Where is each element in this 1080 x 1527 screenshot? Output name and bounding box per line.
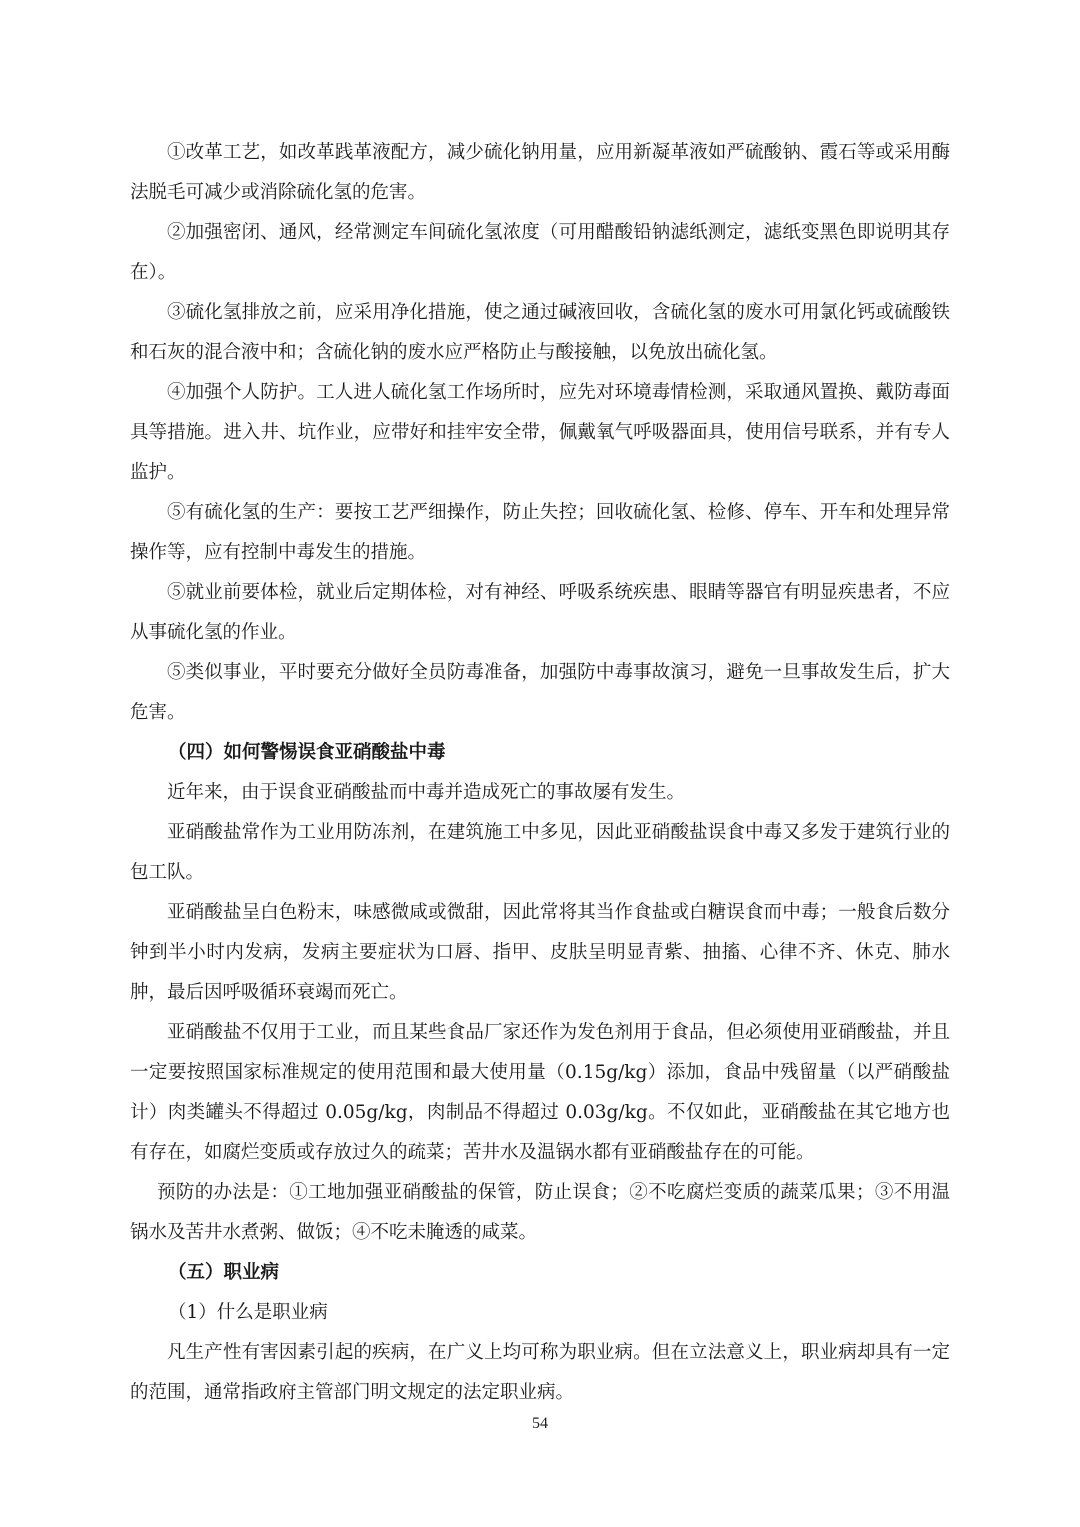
paragraph-item-2: ②加强密闭、通风，经常测定车间硫化氢浓度（可用醋酸铅钠滤纸测定，滤纸变黑色即说明其存在）。 xyxy=(130,222,950,283)
paragraph-item-6: ⑤就业前要体检，就业后定期体检，对有神经、呼吸系统疾患、眼睛等器官有明显疾患者，不应从事硫化氢的作业。 xyxy=(130,582,950,643)
prevention-paragraph: 预防的办法是：①工地加强亚硝酸盐的保管，防止误食；②不吃腐烂变质的蔬菜瓜果；③不用温锅水及苦井水煮粥、做饭；④不吃未腌透的咸菜。 xyxy=(130,1182,950,1243)
paragraph-item-5: ⑤有硫化氢的生产：要按工艺严细操作，防止失控；回收硫化氢、检修、停车、开车和处理异常操作等，应有控制中毒发生的措施。 xyxy=(130,502,950,563)
section-heading-5: （五）职业病 xyxy=(168,1262,280,1283)
paragraph-item-4: ④加强个人防护。工人进人硫化氢工作场所时，应先对环境毒情检测，采取通风置换、戴防毒面具等措施。进入井、坑作业，应带好和挂牢安全带，佩戴氧气呼吸器面具，使用信号联系，并有专人监护。 xyxy=(130,382,950,483)
section4-paragraph-2: 亚硝酸盐常作为工业用防冻剂，在建筑施工中多见，因此亚硝酸盐误食中毒又多发于建筑行业的包工队。 xyxy=(130,822,950,883)
paragraph-item-1: ①改革工艺，如改革践革液配方，减少硫化钠用量，应用新凝革液如严硫酸钠、霞石等或采用酶法脱毛可减少或消除硫化氢的危害。 xyxy=(130,142,950,203)
section-heading-4: （四）如何警惕误食亚硝酸盐中毒 xyxy=(168,742,446,763)
page-number: 54 xyxy=(532,1415,548,1432)
subheading-what-is-occupational-disease: （1）什么是职业病 xyxy=(168,1302,328,1323)
section5-paragraph: 凡生产性有害因素引起的疾病，在广义上均可称为职业病。但在立法意义上，职业病却具有一定的范围，通常指政府主管部门明文规定的法定职业病。 xyxy=(130,1342,950,1403)
section4-paragraph-1: 近年来，由于误食亚硝酸盐而中毒并造成死亡的事故屡有发生。 xyxy=(167,782,686,803)
paragraph-item-7: ⑤类似事业，平时要充分做好全员防毒准备，加强防中毒事故演习，避免一旦事故发生后，扩大危害。 xyxy=(130,662,950,723)
document-page xyxy=(130,133,950,1413)
section4-paragraph-4: 亚硝酸盐不仅用于工业，而且某些食品厂家还作为发色剂用于食品，但必须使用亚硝酸盐，并且一定要按照国家标准规定的使用范围和最大使用量（0.15g/kg）添加，食品中残留量（以严硝酸盐计）肉类罐头不得超过 0.05g/kg，肉制品不得超过 0.03g/kg。不仅如此，亚硝酸盐在其它地方也有存在，如腐烂变质或存放过久的疏菜；苦井水及温锅水都有亚硝酸盐存在的可能。 xyxy=(130,1022,950,1163)
section4-paragraph-3: 亚硝酸盐呈白色粉末，味感微咸或微甜，因此常将其当作食盐或白糖误食而中毒；一般食后数分钟到半小时内发病，发病主要症状为口唇、指甲、皮肤呈明显青紫、抽搐、心律不齐、休克、肺水肿，最后因呼吸循环衰竭而死亡。 xyxy=(130,902,950,1003)
paragraph-item-3: ③硫化氢排放之前，应采用净化措施，使之通过碱液回收，含硫化氢的废水可用氯化钙或硫酸铁和石灰的混合液中和；含硫化钠的废水应严格防止与酸接触，以免放出硫化氢。 xyxy=(130,302,950,363)
